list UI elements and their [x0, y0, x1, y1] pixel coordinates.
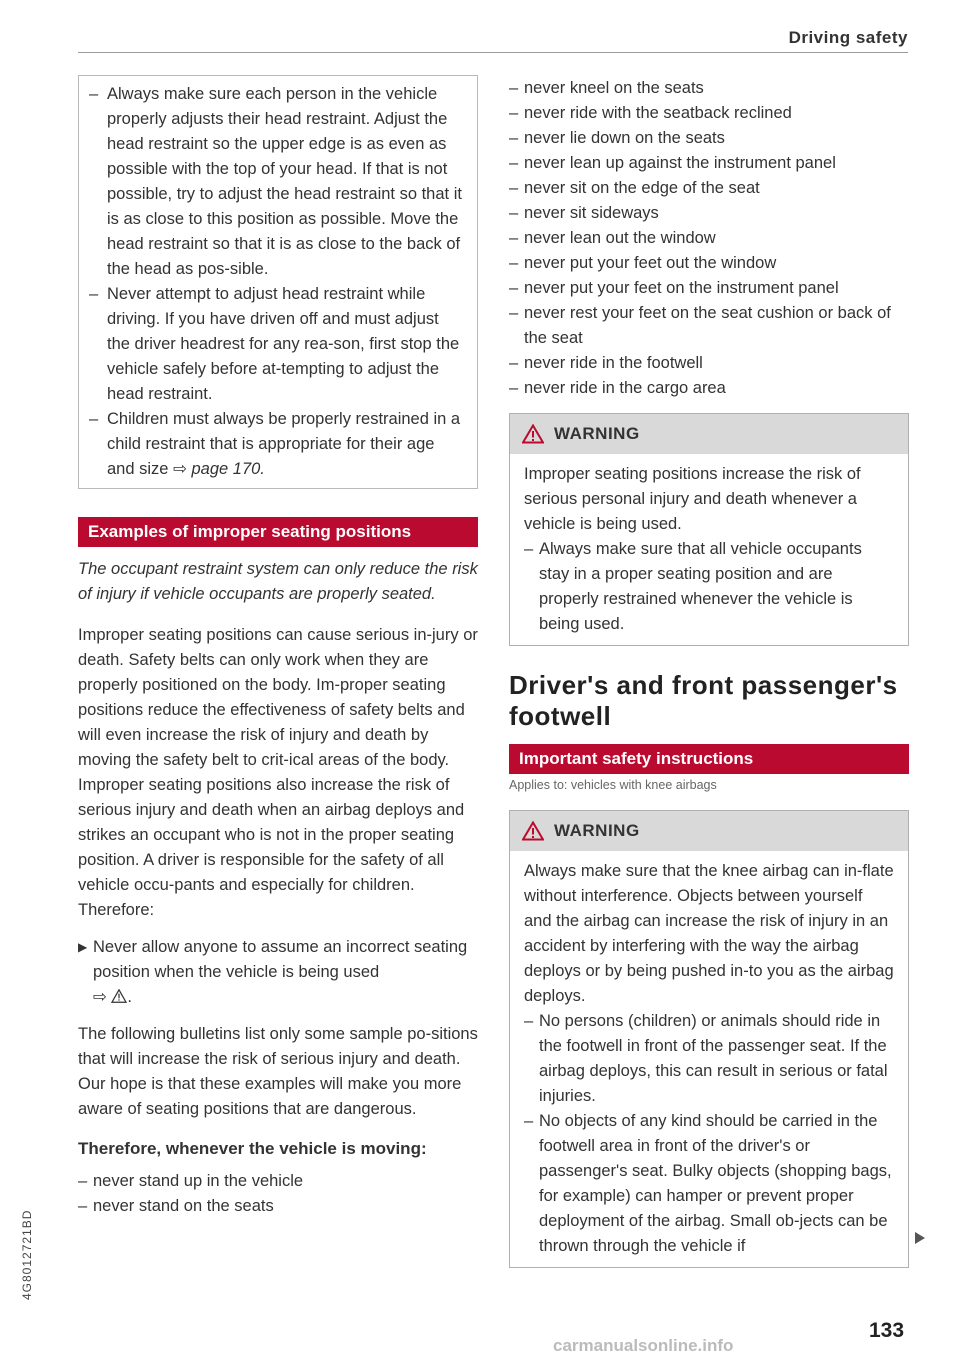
- warning-body: [510, 851, 908, 1267]
- list-item: – never lie down on the seats: [509, 126, 909, 151]
- step-arrow-icon: ▶: [78, 940, 88, 954]
- warning-text: Improper seating positions increase the risk of serious personal injury and death whenever a vehicle is being used.: [524, 465, 861, 533]
- moving-heading: Therefore, whenever the vehicle is moving:: [78, 1139, 427, 1158]
- section-heading: Examples of improper seating positions: [78, 517, 478, 547]
- warning-body: [510, 454, 908, 645]
- list-item: – never stand on the seats: [78, 1194, 478, 1219]
- warning-list: [524, 1009, 894, 1259]
- list-item: – Always make sure each person in the vehicle properly adjusts their head restraint. Adjust the head restraint so the upper edge is as even as possible with the top of your head. If that is not possible, try to adjust the head restraint so that it is as close to this position as possible. Move the head restraint so that it is as close to the back of the head as pos-sible.: [79, 82, 465, 282]
- continue-arrow-icon: [913, 1231, 927, 1245]
- warning-header: [510, 811, 908, 851]
- warning-box: [509, 413, 909, 646]
- section-heading: Important safety instructions: [509, 744, 909, 774]
- list-item: – never rest your feet on the seat cushion or back of the seat: [509, 301, 909, 351]
- list-item: [79, 407, 465, 482]
- list-item: – never stand up in the vehicle: [78, 1169, 478, 1194]
- note-item-text: Children must always be properly restrained in a child restraint that is appropriate for their age and size: [107, 410, 461, 478]
- body-text: Improper seating positions can cause serious in-jury or death. Safety belts can only work when they are properly positioned on the body. Im-proper seating positions reduce the effectiveness of safety belts and will even increase the risk of injury and death by moving the safety belt to crit-ical areas of the body. Improper seating positions also increase the risk of serious injury and death when an airbag deploys and strikes an occupant who is not in the proper seating position. A driver is responsible for the safety of all vehicle occu-pants and especially for children. Therefore:: [78, 626, 478, 919]
- list-item: – No persons (children) or animals should ride in the footwell in front of the passenger seat. If the airbag deploys, this can result in serious or fatal injuries.: [524, 1009, 894, 1109]
- bulletins-text: The following bulletins list only some sample po-sitions that will increase the risk of serious injury and death. Our hope is that these examples will make you more aware of seating positions that are dangerous.: [78, 1025, 478, 1118]
- list-item: – never ride in the footwell: [509, 351, 909, 376]
- right-column: [509, 75, 909, 1268]
- list-item: – never put your feet on the instrument panel: [509, 276, 909, 301]
- warning-reference-link[interactable]: ⇨ .: [93, 988, 133, 1006]
- list-item: – never lean out the window: [509, 226, 909, 251]
- warning-header: [510, 414, 908, 454]
- warning-text: Always make sure that the knee airbag can in-flate without interference. Objects between yourself and the airbag can increase the risk of injury in an accident by interfering with the way the airbag deploys or by being pushed in-to you as the airbag deploys.: [524, 862, 894, 1005]
- step-text: Never allow anyone to assume an incorrect seating position when the vehicle is being used: [93, 938, 468, 981]
- page-reference-link[interactable]: ⇨ page 170.: [173, 460, 265, 478]
- header-rule: [78, 52, 908, 53]
- intro-text: The occupant restraint system can only reduce the risk of injury if vehicle occupants are properly seated.: [78, 560, 478, 603]
- list-item: – never sit on the edge of the seat: [509, 176, 909, 201]
- warning-box: [509, 810, 909, 1268]
- moving-list-left: [78, 1169, 478, 1219]
- note-list: [79, 82, 465, 482]
- list-item: – never sit sideways: [509, 201, 909, 226]
- chapter-heading: Driver's and front passenger's footwell: [509, 670, 898, 731]
- page-number: 133: [869, 1319, 905, 1342]
- note-box: [78, 75, 478, 489]
- list-item: – never ride with the seatback reclined: [509, 101, 909, 126]
- list-item: – Always make sure that all vehicle occupants stay in a proper seating position and are properly restrained whenever the vehicle is being used.: [524, 537, 894, 637]
- warning-label: WARNING: [554, 821, 640, 840]
- warning-triangle-icon: [522, 821, 544, 841]
- applies-to-note: Applies to: vehicles with knee airbags: [509, 778, 717, 792]
- document-code: 4G8012721BD: [20, 1209, 34, 1300]
- watermark: carmanualsonline.info: [553, 1336, 734, 1355]
- list-item: – never lean up against the instrument panel: [509, 151, 909, 176]
- step-item: [78, 935, 478, 1010]
- warning-label: WARNING: [554, 424, 640, 443]
- moving-list-right: [509, 76, 909, 401]
- section-title: Driving safety: [788, 28, 908, 47]
- list-item: – Never attempt to adjust head restraint while driving. If you have driven off and must adjust the driver headrest for any rea-son, first stop the vehicle safely before at-tempting to adjust the head restraint.: [79, 282, 465, 407]
- list-item: – never put your feet out the window: [509, 251, 909, 276]
- warning-triangle-icon: [111, 989, 127, 1003]
- warning-list: [524, 537, 894, 637]
- left-column: [78, 75, 478, 1219]
- list-item: – never ride in the cargo area: [509, 376, 909, 401]
- warning-triangle-icon: [522, 424, 544, 444]
- list-item: – No objects of any kind should be carried in the footwell area in front of the driver's or passenger's seat. Bulky objects (shopping bags, for example) can hamper or prevent proper deployment of the airbag. Small ob-jects can be thrown through the vehicle if: [524, 1109, 894, 1259]
- list-item: – never kneel on the seats: [509, 76, 909, 101]
